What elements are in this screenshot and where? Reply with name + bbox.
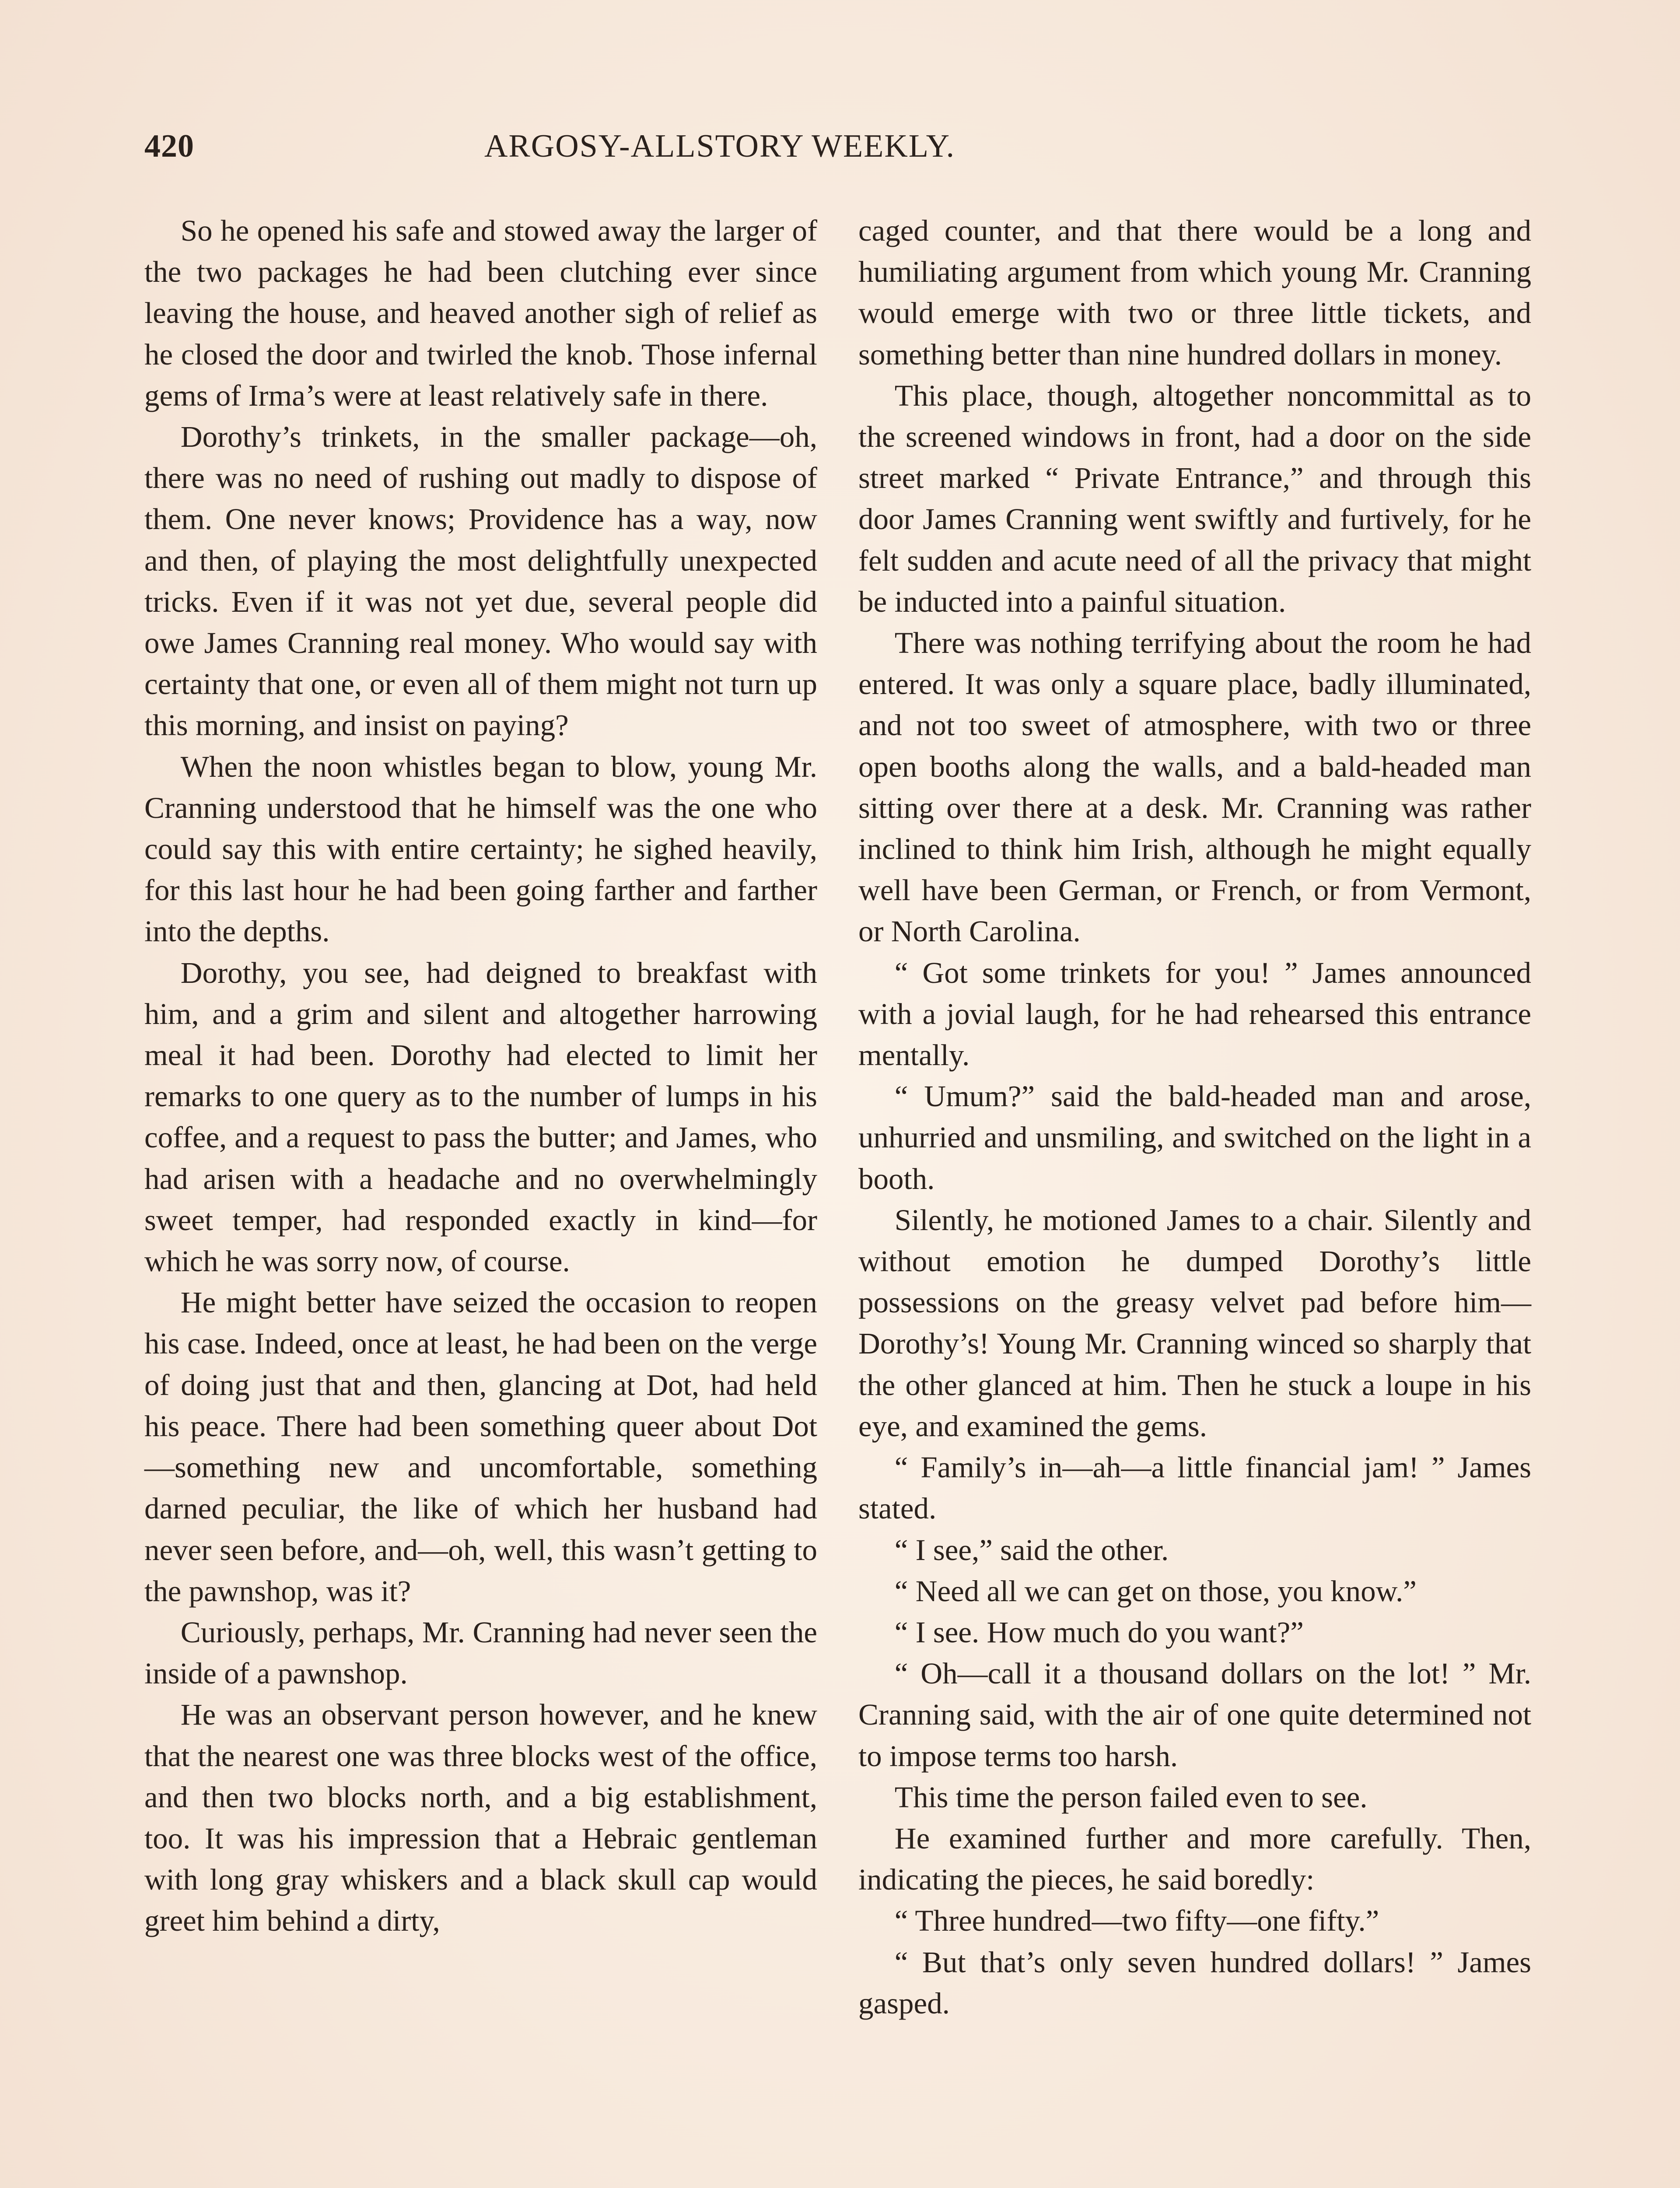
paragraph: He was an observant person however, and he knew that the nearest one was three blocks west of the office, and then two blocks north, and a big establishment, too. It was his impression that a Hebraic gentleman with long gray whiskers and a black skull cap would greet him behind a dirty, [144, 1698, 817, 1938]
paragraph: He might better have seized the occasion to reopen his case. Indeed, once at least, he had been on the verge of doing just that and then, glancing at Dot, had held his peace. There had been something queer about Dot—something new and uncomfortable, something darned peculiar, the like of which her husband had never seen before, and—oh, well, this wasn’t getting to the pawnshop, was it? [144, 1286, 817, 1608]
paragraph: This place, though, altogether noncommittal as to the screened windows in front, had a door on the side street marked “ Private Entrance,” and through this door James Cranning went swiftly and furtively, for he felt sudden and acute need of all the privacy that might be inducted into a painful situation. [858, 379, 1531, 618]
paragraph: “ Oh—call it a thousand dollars on the lot! ” Mr. Cranning said, with the air of one quite determined not to impose terms too harsh. [858, 1657, 1531, 1773]
paragraph: This time the person failed even to see. [894, 1780, 1368, 1814]
running-head: ARGOSY-ALLSTORY WEEKLY. [484, 128, 956, 164]
paragraph: Dorothy’s trinkets, in the smaller package—oh, there was no need of rushing out madly to dispose of them. One never knows; Providence has a way, now and then, of playing the most delightfully unexpected tricks. Even if it was not yet due, several people did owe James Cranning real money. Who would say with certainty that one, or even all of them might not turn up this morning, and insist on paying? [144, 420, 817, 742]
page-header [144, 128, 1120, 176]
paragraph: “ Family’s in—ah—a little financial jam! ” James stated. [858, 1451, 1531, 1525]
paragraph: Silently, he motioned James to a chair. Silently and without emotion he dumped Dorothy’s little possessions on the greasy velvet pad before him—Dorothy’s! Young Mr. Cranning winced so sharply that the other glanced at him. Then he stuck a loupe in his eye, and examined the gems. [858, 1203, 1531, 1443]
left-column [144, 210, 817, 1942]
paragraph: “ I see,” said the other. [894, 1533, 1169, 1567]
paragraph: caged counter, and that there would be a long and humiliating argument from which young Mr. Cranning would emerge with two or three little tickets, and something better than nine hundred dollars in money. [858, 214, 1531, 371]
paragraph: “ Three hundred—two fifty—one fifty.” [894, 1904, 1379, 1938]
paragraph: When the noon whistles began to blow, young Mr. Cranning understood that he himself was the one who could say this with entire certainty; he sighed heavily, for this last hour he had been going farther and farther into the depths. [144, 750, 817, 948]
right-column [858, 210, 1531, 2024]
paragraph: “ I see. How much do you want?” [894, 1615, 1304, 1649]
paragraph: Dorothy, you see, had deigned to breakfast with him, and a grim and silent and altogether harrowing meal it had been. Dorothy had elected to limit her remarks to one query as to the number of lumps in his coffee, and a request to pass the butter; and James, who had arisen with a headache and no overwhelmingly sweet temper, had responded exactly in kind—for which he was sorry now, of course. [144, 956, 817, 1278]
page-number: 420 [144, 128, 194, 164]
paragraph: “ But that’s only seven hundred dollars! ” James gasped. [858, 1945, 1531, 2020]
paragraph: He examined further and more carefully. Then, indicating the pieces, he said boredly: [858, 1821, 1531, 1897]
paragraph: “ Need all we can get on those, you know.” [894, 1574, 1417, 1608]
paragraph: “ Umum?” said the bald-headed man and arose, unhurried and unsmiling, and switched on the light in a booth. [858, 1080, 1531, 1196]
paragraph: There was nothing terrifying about the room he had entered. It was only a square place, badly illuminated, and not too sweet of atmosphere, with two or three open booths along the walls, and a bald-headed man sitting over there at a desk. Mr. Cranning was rather inclined to think him Irish, although he might equally well have been German, or French, or from Vermont, or North Carolina. [858, 626, 1531, 948]
paragraph: “ Got some trinkets for you! ” James announced with a jovial laugh, for he had rehearsed this entrance mentally. [858, 956, 1531, 1072]
paragraph: So he opened his safe and stowed away the larger of the two packages he had been clutching ever since leaving the house, and heaved another sigh of relief as he closed the door and twirled the knob. Those infernal gems of Irma’s were at least relatively safe in there. [144, 214, 817, 412]
paragraph: Curiously, perhaps, Mr. Cranning had never seen the inside of a pawnshop. [144, 1615, 817, 1690]
